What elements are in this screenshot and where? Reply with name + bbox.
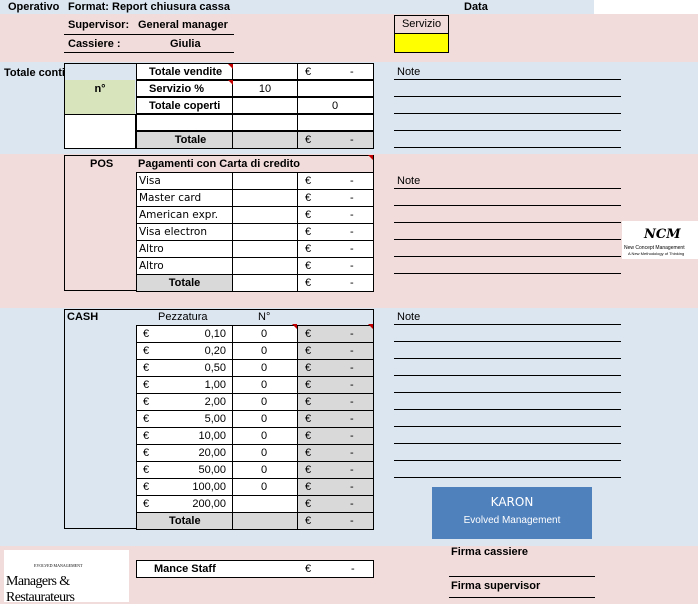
cash-row-cur2: € xyxy=(297,376,374,394)
note-line[interactable] xyxy=(394,96,621,97)
cash-row-denom: 0,10 xyxy=(204,328,226,340)
pos-row-amount: - xyxy=(350,175,354,187)
note-line[interactable] xyxy=(394,147,621,148)
ncm-line1: New Concept Management xyxy=(624,245,685,251)
note-line[interactable] xyxy=(394,113,621,114)
cash-row-cur2: € xyxy=(297,393,374,411)
cassiere-value: Giulia xyxy=(170,38,201,50)
cash-row-amount: - xyxy=(350,481,354,493)
cash-totale-input xyxy=(232,512,298,530)
tc-row-cur: 0 xyxy=(297,97,374,114)
pos-row-label: American expr. xyxy=(136,206,233,224)
note-line[interactable] xyxy=(394,460,621,461)
note-line[interactable] xyxy=(394,477,621,478)
cash-row-count[interactable]: 0 xyxy=(232,427,298,445)
pos-row-input[interactable] xyxy=(232,189,298,207)
mance-staff-field[interactable] xyxy=(136,560,374,578)
note-label-3: Note xyxy=(397,311,421,323)
cash-row-amount: - xyxy=(350,379,354,391)
cash-row-cur2: € xyxy=(297,427,374,445)
pos-row-amount: - xyxy=(350,277,354,289)
cash-row-cur: € xyxy=(136,427,233,445)
note-line[interactable] xyxy=(394,79,621,80)
note-line[interactable] xyxy=(394,443,621,444)
tc-row-label: Totale vendite xyxy=(136,63,233,80)
mance-amount: - xyxy=(351,563,355,575)
cash-totale-label: Totale xyxy=(136,512,233,530)
cash-row-cur: € xyxy=(136,444,233,462)
cash-row-amount: - xyxy=(350,345,354,357)
firma-cassiere-label: Firma cassiere xyxy=(451,546,529,558)
pos-row-input[interactable] xyxy=(232,274,298,292)
cash-row-count[interactable]: 0 xyxy=(232,461,298,479)
note-line[interactable] xyxy=(394,273,621,274)
tc-row-label: Totale coperti xyxy=(136,97,233,114)
cash-row-cur: € xyxy=(136,393,233,411)
pos-row-label: Totale xyxy=(136,274,233,292)
pos-row-cur: € xyxy=(297,223,374,241)
cash-totale-amount: - xyxy=(350,515,354,527)
cash-row-cur: € xyxy=(136,410,233,428)
cash-row-cur: € xyxy=(136,376,233,394)
servizio-label: Servizio xyxy=(394,15,449,34)
note-label-2: Note xyxy=(397,175,421,187)
cash-row-amount: - xyxy=(350,430,354,442)
cash-row-cur2: € xyxy=(297,461,374,479)
cash-row-denom: 1,00 xyxy=(204,379,226,391)
note-line[interactable] xyxy=(394,188,621,189)
pos-row-label: Altro xyxy=(136,240,233,258)
cash-totale-cur: € xyxy=(297,512,374,530)
cash-row-denom: 0,50 xyxy=(204,362,226,374)
cash-row-count[interactable]: 0 xyxy=(232,478,298,496)
cash-row-cur2: € xyxy=(297,325,374,343)
logo-top: EVOLVED MANAGEMENT xyxy=(34,563,83,568)
note-line[interactable] xyxy=(394,358,621,359)
pezzatura-label: Pezzatura xyxy=(158,311,208,323)
cash-row-amount: - xyxy=(350,447,354,459)
note-line[interactable] xyxy=(394,392,621,393)
data-label: Data xyxy=(464,1,488,13)
cash-row-count[interactable]: 0 xyxy=(232,410,298,428)
tc-row-label: Totale xyxy=(136,131,233,149)
cash-row-cur2: € xyxy=(297,478,374,496)
cash-row-amount: - xyxy=(350,362,354,374)
pos-row-label: Altro xyxy=(136,257,233,275)
tc-row-label: Servizio % xyxy=(136,80,233,97)
pos-title: Pagamenti con Carta di credito xyxy=(138,158,300,170)
note-line[interactable] xyxy=(394,222,621,223)
cash-row-denom: 100,00 xyxy=(192,481,226,493)
note-line[interactable] xyxy=(394,239,621,240)
cash-row-cur: € xyxy=(136,495,233,513)
cash-row-cur2: € xyxy=(297,359,374,377)
operativo-label: Operativo xyxy=(8,1,60,13)
note-line[interactable] xyxy=(394,426,621,427)
pos-row-cur: € xyxy=(297,257,374,275)
pos-row-input[interactable] xyxy=(232,223,298,241)
evolved-logo xyxy=(4,550,129,602)
karon-logo xyxy=(432,487,592,539)
note-label-1: Note xyxy=(397,66,421,78)
supervisor-label: Supervisor: xyxy=(68,19,130,31)
cash-row-cur: € xyxy=(136,461,233,479)
tc-row-label xyxy=(136,114,233,131)
cash-label: CASH xyxy=(67,311,99,323)
pos-row-amount: - xyxy=(350,226,354,238)
cash-row-cur: € xyxy=(136,342,233,360)
karon-subtitle: Evolved Management xyxy=(463,515,561,526)
cash-row-count[interactable]: 0 xyxy=(232,325,298,343)
pos-row-cur: € xyxy=(297,189,374,207)
cash-row-cur: € xyxy=(136,478,233,496)
pos-label: POS xyxy=(90,158,114,170)
pos-row-input[interactable] xyxy=(232,240,298,258)
cash-row-count[interactable]: 0 xyxy=(232,359,298,377)
cash-row-amount: - xyxy=(350,498,354,510)
mance-currency: € xyxy=(305,563,312,575)
supervisor-value: General manager xyxy=(138,19,228,31)
cash-row-count[interactable]: 0 xyxy=(232,393,298,411)
note-line[interactable] xyxy=(394,375,621,376)
cash-row-count[interactable]: 0 xyxy=(232,342,298,360)
cash-row-denom: 50,00 xyxy=(198,464,226,476)
karon-title: KARON xyxy=(490,495,534,509)
tc-row-cur xyxy=(297,80,374,97)
tc-row-value[interactable] xyxy=(232,131,298,149)
tc-row-cur xyxy=(297,114,374,131)
cash-row-cur2: € xyxy=(297,410,374,428)
n-label: n° xyxy=(65,80,135,114)
cash-row-amount: - xyxy=(350,464,354,476)
pos-row-amount: - xyxy=(350,192,354,204)
cash-row-cur2: € xyxy=(297,342,374,360)
cash-row-denom: 10,00 xyxy=(198,430,226,442)
servizio-field[interactable] xyxy=(394,33,449,53)
pos-row-label: Visa electron xyxy=(136,223,233,241)
cash-row-count[interactable]: 0 xyxy=(232,376,298,394)
cash-row-cur2: € xyxy=(297,444,374,462)
cash-row-amount: - xyxy=(350,413,354,425)
logo-main: Managers & Restaurateurs xyxy=(6,574,75,604)
note-line[interactable] xyxy=(394,205,621,206)
cash-row-denom: 2,00 xyxy=(204,396,226,408)
cash-row-denom: 20,00 xyxy=(198,447,226,459)
firma-supervisor-label: Firma supervisor xyxy=(451,580,541,592)
cash-row-amount: - xyxy=(350,396,354,408)
tc-row-value[interactable] xyxy=(232,97,298,114)
pos-row-cur: € xyxy=(297,172,374,190)
format-title: Format: Report chiusura cassa xyxy=(68,1,230,13)
cash-row-count[interactable] xyxy=(232,495,298,513)
cash-row-cur2: € xyxy=(297,495,374,513)
note-line[interactable] xyxy=(394,341,621,342)
pos-row-amount: - xyxy=(350,243,354,255)
cash-row-count[interactable]: 0 xyxy=(232,444,298,462)
tc-row-amount: - xyxy=(350,134,354,146)
cash-row-cur: € xyxy=(136,359,233,377)
cash-row-cur: € xyxy=(136,325,233,343)
ncm-logo xyxy=(622,221,698,259)
tc-row-cur: € xyxy=(297,63,374,80)
note-line[interactable] xyxy=(394,130,621,131)
pos-row-label: Master card xyxy=(136,189,233,207)
pos-row-input[interactable] xyxy=(232,257,298,275)
pos-row-cur: € xyxy=(297,274,374,292)
tc-row-value[interactable] xyxy=(232,63,298,80)
cash-row-denom: 0,20 xyxy=(204,345,226,357)
note-line[interactable] xyxy=(394,324,621,325)
pos-row-cur: € xyxy=(297,240,374,258)
ncm-line2: A New Methodology of Thinking xyxy=(628,251,685,256)
n-count-label: N° xyxy=(258,311,271,323)
cassiere-label: Cassiere : xyxy=(68,38,121,50)
firma-cassiere-line xyxy=(449,576,595,577)
cash-row-denom: 5,00 xyxy=(204,413,226,425)
pos-row-label: Visa xyxy=(136,172,233,190)
cash-row-denom: 200,00 xyxy=(192,498,226,510)
ncm-mark: NCM xyxy=(644,227,681,242)
tc-row-value[interactable] xyxy=(232,114,298,131)
note-line[interactable] xyxy=(394,409,621,410)
tc-row-value[interactable]: 10 xyxy=(232,80,298,97)
cash-row-amount: - xyxy=(350,328,354,340)
mance-label: Mance Staff xyxy=(154,563,216,575)
pos-row-cur: € xyxy=(297,206,374,224)
pos-row-amount: - xyxy=(350,209,354,221)
note-line[interactable] xyxy=(394,256,621,257)
tc-row-amount: - xyxy=(350,66,354,78)
pos-row-input[interactable] xyxy=(232,172,298,190)
pos-row-amount: - xyxy=(350,260,354,272)
tc-row-cur: € xyxy=(297,131,374,149)
totale-conti-label: Totale conti xyxy=(4,67,65,79)
pos-row-input[interactable] xyxy=(232,206,298,224)
